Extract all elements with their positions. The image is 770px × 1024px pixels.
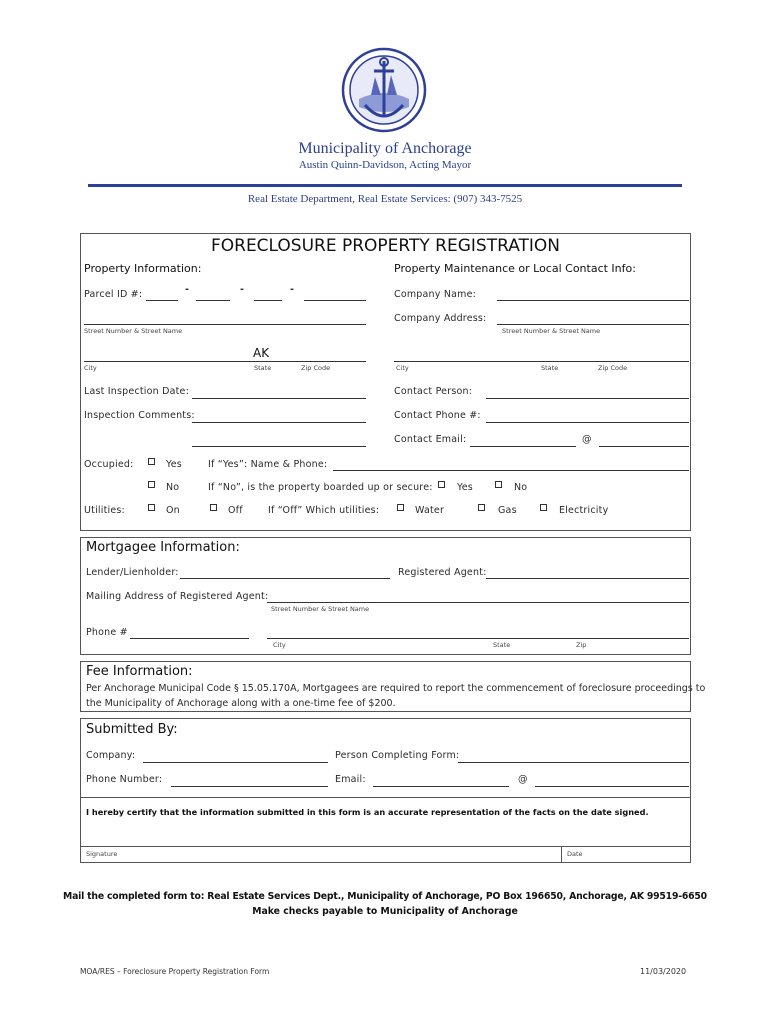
fee-text-line2: the Municipality of Anchorage along with a one-time fee of $200. bbox=[86, 698, 396, 709]
property-info-heading: Property Information: bbox=[84, 262, 202, 275]
form-title: FORECLOSURE PROPERTY REGISTRATION bbox=[210, 236, 561, 256]
gas-label: Gas bbox=[498, 505, 517, 516]
occupied-no-label: No bbox=[166, 482, 180, 493]
occupied-yes-label: Yes bbox=[166, 459, 182, 470]
property-zip-hint: Zip Code bbox=[301, 364, 331, 372]
contact-person-field[interactable] bbox=[486, 398, 689, 399]
electricity-checkbox[interactable] bbox=[540, 504, 547, 511]
signature-date-separator bbox=[561, 846, 562, 863]
occupied-label: Occupied: bbox=[84, 459, 134, 470]
company-name-field[interactable] bbox=[497, 300, 689, 301]
water-checkbox[interactable] bbox=[397, 504, 404, 511]
last-inspection-field[interactable] bbox=[192, 398, 366, 399]
property-state-value: AK bbox=[253, 346, 270, 360]
parcel-id-label: Parcel ID #: bbox=[84, 289, 143, 300]
last-inspection-label: Last Inspection Date: bbox=[84, 386, 190, 397]
mailing-city-hint: City bbox=[273, 641, 286, 649]
fee-heading: Fee Information: bbox=[86, 664, 193, 679]
registered-agent-label: Registered Agent: bbox=[398, 567, 487, 578]
parcel-id-field-3[interactable] bbox=[254, 300, 282, 301]
certification-text: I hereby certify that the information submitted in this form is an accurate representation of the facts on the date signed. bbox=[86, 807, 649, 817]
mailing-street-hint: Street Number & Street Name bbox=[271, 605, 370, 613]
department-line: Real Estate Department, Real Estate Services: (907) 343-7525 bbox=[247, 193, 523, 205]
utilities-on-label: On bbox=[166, 505, 180, 516]
property-street-hint: Street Number & Street Name bbox=[84, 327, 183, 335]
inspection-comments-field-1[interactable] bbox=[192, 422, 366, 423]
occupied-yes-checkbox[interactable] bbox=[148, 458, 155, 465]
property-city-hint: City bbox=[84, 364, 97, 372]
date-line[interactable] bbox=[561, 846, 691, 847]
submitted-company-field[interactable] bbox=[143, 762, 328, 763]
mortgagee-heading: Mortgagee Information: bbox=[86, 540, 240, 555]
if-off-label: If “Off” Which utilities: bbox=[268, 505, 380, 516]
mayor-name: Austin Quinn-Davidson, Acting Mayor bbox=[298, 159, 472, 171]
form-identifier: MOA/RES – Foreclosure Property Registration Form bbox=[80, 967, 270, 976]
municipality-name: Municipality of Anchorage bbox=[298, 140, 472, 157]
mortgagee-phone-field[interactable] bbox=[130, 638, 249, 639]
utilities-on-checkbox[interactable] bbox=[148, 504, 155, 511]
registered-agent-field[interactable] bbox=[486, 578, 689, 579]
mailing-state-hint: State bbox=[493, 641, 511, 649]
boarded-no-label: No bbox=[514, 482, 528, 493]
fee-text-line1: Per Anchorage Municipal Code § 15.05.170A, Mortgagees are required to report the commencement of foreclosure proceedings to bbox=[86, 683, 706, 694]
if-yes-label: If “Yes”: Name & Phone: bbox=[208, 459, 328, 470]
contact-email-user-field[interactable] bbox=[470, 446, 576, 447]
submitted-email-at: @ bbox=[518, 774, 528, 785]
submitted-phone-field[interactable] bbox=[171, 786, 328, 787]
submitted-email-label: Email: bbox=[335, 774, 366, 785]
form-date: 11/03/2020 bbox=[640, 967, 687, 976]
company-zip-hint: Zip Code bbox=[598, 364, 628, 372]
company-city-hint: City bbox=[396, 364, 409, 372]
parcel-id-field-4[interactable] bbox=[304, 300, 366, 301]
contact-email-label: Contact Email: bbox=[394, 434, 467, 445]
utilities-off-checkbox[interactable] bbox=[210, 504, 217, 511]
property-city-state-zip-field[interactable] bbox=[84, 361, 366, 362]
boarded-no-checkbox[interactable] bbox=[495, 481, 502, 488]
submitted-divider bbox=[80, 797, 691, 798]
mailing-city-state-zip-field[interactable] bbox=[267, 638, 689, 639]
date-hint: Date bbox=[567, 850, 583, 858]
gas-checkbox[interactable] bbox=[478, 504, 485, 511]
company-address-field[interactable] bbox=[497, 324, 689, 325]
mail-instructions-line1: Mail the completed form to: Real Estate Services Dept., Municipality of Anchorage, PO Box 196650, Anchorage, AK 99519-6650 bbox=[63, 891, 707, 902]
company-state-hint: State bbox=[541, 364, 559, 372]
submitted-box bbox=[80, 718, 691, 863]
utilities-label: Utilities: bbox=[84, 505, 125, 516]
submitted-email-user-field[interactable] bbox=[373, 786, 509, 787]
submitted-email-domain-field[interactable] bbox=[535, 786, 689, 787]
mailing-street-field[interactable] bbox=[267, 602, 689, 603]
parcel-dash-1: - bbox=[185, 284, 190, 295]
phone-label: Phone # bbox=[86, 627, 128, 638]
contact-phone-field[interactable] bbox=[486, 422, 689, 423]
property-street-field[interactable] bbox=[84, 324, 366, 325]
utilities-off-label: Off bbox=[228, 505, 243, 516]
mail-instructions-line2: Make checks payable to Municipality of Anchorage bbox=[252, 906, 518, 917]
person-completing-field[interactable] bbox=[458, 762, 689, 763]
contact-phone-label: Contact Phone #: bbox=[394, 410, 481, 421]
submitted-company-label: Company: bbox=[86, 750, 136, 761]
parcel-dash-3: - bbox=[290, 284, 295, 295]
parcel-dash-2: - bbox=[240, 284, 245, 295]
inspection-comments-field-2[interactable] bbox=[192, 446, 366, 447]
signature-line[interactable] bbox=[80, 846, 561, 847]
company-name-label: Company Name: bbox=[394, 289, 477, 300]
lender-field[interactable] bbox=[180, 578, 390, 579]
parcel-id-field-2[interactable] bbox=[196, 300, 230, 301]
boarded-yes-checkbox[interactable] bbox=[438, 481, 445, 488]
contact-email-at: @ bbox=[582, 434, 592, 445]
lender-label: Lender/Lienholder: bbox=[86, 567, 179, 578]
occupied-no-checkbox[interactable] bbox=[148, 481, 155, 488]
person-completing-label: Person Completing Form: bbox=[335, 750, 460, 761]
mailing-address-label: Mailing Address of Registered Agent: bbox=[86, 591, 269, 602]
parcel-id-field-1[interactable] bbox=[146, 300, 178, 301]
mailing-zip-hint: Zip bbox=[576, 641, 587, 649]
inspection-comments-label: Inspection Comments: bbox=[84, 410, 195, 421]
company-address-label: Company Address: bbox=[394, 313, 487, 324]
water-label: Water bbox=[415, 505, 445, 516]
if-no-label: If “No”, is the property boarded up or secure: bbox=[208, 482, 433, 493]
municipality-seal-logo bbox=[341, 47, 427, 133]
maintenance-heading: Property Maintenance or Local Contact Info: bbox=[394, 262, 636, 275]
signature-hint: Signature bbox=[86, 850, 118, 858]
company-city-state-zip-field[interactable] bbox=[394, 361, 689, 362]
company-street-hint: Street Number & Street Name bbox=[502, 327, 601, 335]
property-state-hint: State bbox=[254, 364, 272, 372]
header-rule bbox=[88, 184, 682, 187]
boarded-yes-label: Yes bbox=[457, 482, 473, 493]
contact-email-domain-field[interactable] bbox=[599, 446, 689, 447]
submitted-phone-label: Phone Number: bbox=[86, 774, 163, 785]
submitted-heading: Submitted By: bbox=[86, 722, 178, 737]
if-yes-name-phone-field[interactable] bbox=[333, 470, 689, 471]
electricity-label: Electricity bbox=[559, 505, 609, 516]
contact-person-label: Contact Person: bbox=[394, 386, 473, 397]
